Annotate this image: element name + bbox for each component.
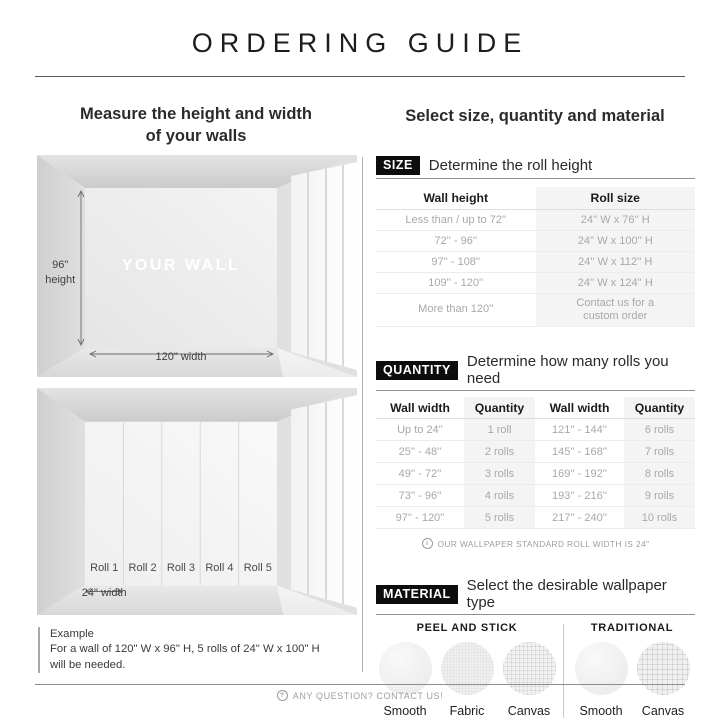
example-heading: Example [50,628,94,640]
size-cell-custom-order[interactable]: Contact us for a custom order [536,294,696,327]
size-cell: Less than / up to 72'' [376,210,536,231]
size-cell: 72'' - 96'' [376,231,536,252]
column-divider [362,157,363,672]
quantity-section-header [376,353,695,391]
smooth-texture-icon [575,642,628,695]
qty-cell: 6 rolls [624,419,695,441]
group-name-traditional: TRADITIONAL [590,622,674,634]
qty-cell: 145'' - 168'' [535,441,624,463]
material-group-traditional [569,622,695,718]
qty-cell: 49'' - 72'' [376,463,464,485]
size-header-roll-size: Roll size [536,187,696,210]
question-icon: ? [277,690,288,701]
right-column [376,156,695,718]
right-heading: Select size, quantity and material [405,107,665,125]
qty-cell: 97'' - 120'' [376,507,464,529]
qty-cell: 25'' - 48'' [376,441,464,463]
qty-cell: 9 rolls [624,485,695,507]
quantity-section-title: Determine how many rolls you need [466,353,669,387]
size-cell: 24'' W x 112'' H [536,252,696,273]
qty-header-quantity-2: Quantity [624,397,695,419]
page-title: ORDERING GUIDE [191,28,529,58]
wall-height-value: 96" [52,259,69,272]
room-illustration-measure [37,155,357,377]
info-icon: i [422,538,433,549]
size-cell: 24'' W x 100'' H [536,231,696,252]
material-group-peel-and-stick [376,622,558,718]
your-wall-label: YOUR WALL [121,257,241,275]
swatch-trad-canvas[interactable] [635,642,691,718]
qty-cell: 169'' - 192'' [535,463,624,485]
material-group-divider [563,624,564,718]
left-heading [35,104,357,148]
swatch-label: Fabric [449,704,485,718]
qty-cell: 8 rolls [624,463,695,485]
qty-header-wall-width-1: Wall width [376,397,464,419]
qty-cell: 7 rolls [624,441,695,463]
qty-cell: 3 rolls [464,463,535,485]
left-heading-line1: Measure the height and width [80,105,312,123]
material-groups [376,622,695,718]
example-line1: For a wall of 120" W x 96" H, 5 rolls of 24" W x 100" H [50,643,320,656]
swatch-row [569,642,695,718]
swatch-row [376,642,558,718]
swatch-label: Smooth [579,704,623,718]
example-note [38,627,352,673]
roll-5-label: Roll 5 [243,562,272,575]
canvas-texture-icon [503,642,556,695]
example-line2: will be needed. [50,658,126,671]
size-table [376,187,695,327]
room-illustration-rolls [37,388,357,615]
roll-3-label: Roll 3 [166,562,196,575]
qty-cell: 2 rolls [464,441,535,463]
size-section-header [376,156,695,179]
roll-width-note [376,538,695,549]
size-section [376,156,695,327]
fabric-texture-icon [441,642,494,695]
material-section-title: Select the desirable wallpaper type [466,577,667,611]
footer-contact-text: ANY QUESTION? CONTACT US! [292,690,444,701]
canvas-texture-icon [637,642,690,695]
footer-contact[interactable] [0,690,720,701]
material-section-header [376,577,695,615]
qty-cell: Up to 24'' [376,419,464,441]
quantity-table [376,397,695,529]
left-heading-line2: of your walls [145,126,247,145]
size-cell: 109'' - 120'' [376,273,536,294]
swatch-trad-smooth[interactable] [573,642,629,718]
footer-divider [35,684,685,685]
swatch-label: Canvas [507,704,551,718]
quantity-section [376,353,695,549]
room-drawing-rolls [37,388,357,615]
group-name-peel-and-stick: PEEL AND STICK [416,622,518,634]
qty-cell: 5 rolls [464,507,535,529]
swatch-label: Smooth [383,704,427,718]
roll-width-label: 24" width [81,586,127,599]
swatch-ps-smooth[interactable] [377,642,433,718]
size-section-title: Determine the roll height [428,157,593,174]
qty-header-quantity-1: Quantity [464,397,535,419]
size-cell: 24'' W x 76'' H [536,210,696,231]
swatch-label: Canvas [641,704,685,718]
roll-width-note-text: OUR WALLPAPER STANDARD ROLL WIDTH IS 24" [437,538,650,549]
material-badge: MATERIAL [376,585,458,604]
qty-cell: 4 rolls [464,485,535,507]
wall-height-word: height [45,273,76,286]
qty-cell: 121'' - 144'' [535,419,624,441]
top-divider [35,76,685,77]
quantity-badge: QUANTITY [376,361,458,380]
qty-cell: 73'' - 96'' [376,485,464,507]
qty-cell: 193'' - 216'' [535,485,624,507]
swatch-ps-fabric[interactable] [439,642,495,718]
swatch-ps-canvas[interactable] [501,642,557,718]
smooth-texture-icon [379,642,432,695]
size-badge: SIZE [376,156,420,175]
roll-4-label: Roll 4 [205,562,234,575]
qty-header-wall-width-2: Wall width [535,397,624,419]
qty-cell: 10 rolls [624,507,695,529]
wall-width-label: 120" width [155,350,207,363]
wall-height-label [37,258,83,287]
qty-cell: 217'' - 240'' [535,507,624,529]
size-header-wall-height: Wall height [376,187,536,210]
size-cell: More than 120'' [376,294,536,327]
size-cell: 24'' W x 124'' H [536,273,696,294]
roll-2-label: Roll 2 [128,562,157,575]
size-cell: 97'' - 108'' [376,252,536,273]
roll-1-label: Roll 1 [90,562,119,575]
qty-cell: 1 roll [464,419,535,441]
